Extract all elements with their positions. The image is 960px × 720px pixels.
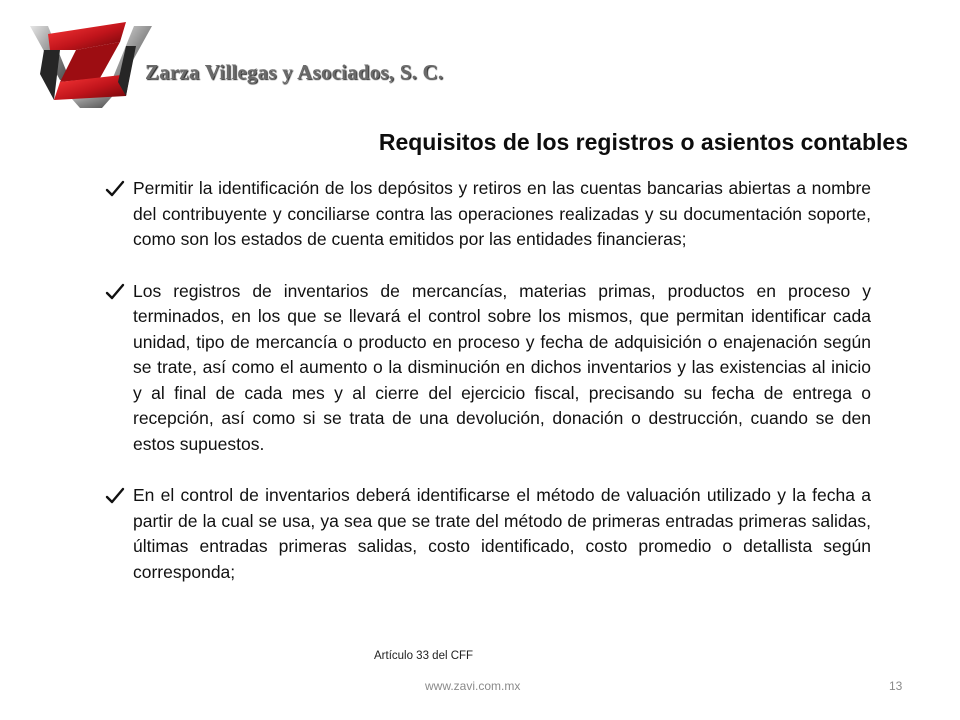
zavi-z-logo-icon [30,20,152,110]
checkmark-icon [105,487,125,505]
checkmark-icon [105,180,125,198]
list-item [105,176,871,253]
list-item-text: Permitir la identificación de los depósitos y retiros en las cuentas bancarias abiertas a nombre del contribuyente y conciliarse contra las operaciones realizadas y su documentación soporte, como son los estados de cuenta emitidos por las entidades financieras; [133,178,871,249]
company-name: Zarza Villegas y Asociados, S. C. [145,60,444,84]
page-number: 13 [889,679,903,693]
requirements-list [105,176,871,611]
slide-title: Requisitos de los registros o asientos contables [378,129,908,155]
legal-citation: Artículo 33 del CFF [374,650,474,662]
list-item [105,279,871,458]
checkmark-icon [105,283,125,301]
list-item-text: Los registros de inventarios de mercancías, materias primas, productos en proceso y terminados, en los que se llevará el control sobre los mismos, que permitan identificar cada unidad, tipo de mercancía o producto en proceso y fecha de adquisición o enajenación según se trate, así como el aumento o la disminución en dichos inventarios y las existencias al inicio y al final de cada mes y al cierre del ejercicio fiscal, precisando su fecha de entrega o recepción, así como si se trata de una devolución, donación o destrucción, cuando se den estos supuestos. [133,280,871,454]
list-item [105,483,871,585]
list-item-text: En el control de inventarios deberá identificarse el método de valuación utilizado y la fecha a partir de la cual se usa, ya sea que se trate del método de primeras entradas primeras salidas, últimas entradas primeras salidas, costo identificado, costo promedio o detallista según corresponda; [133,485,871,582]
footer-url[interactable]: www.zavi.com.mx [425,679,521,693]
